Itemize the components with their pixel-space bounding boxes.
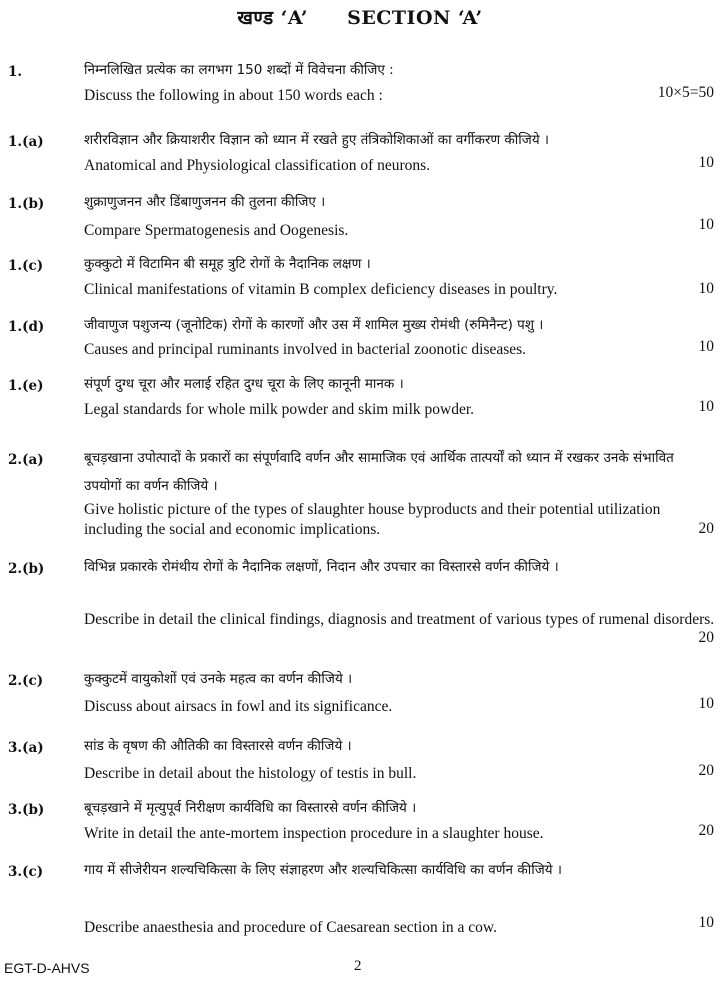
question-text-english: Write in detail the ante-mortem inspection procedure in a slaughter house. <box>84 825 544 842</box>
question-number: 1.(c) <box>8 258 44 274</box>
question-text-hindi: कुक्कुटमें वायुकोशों एवं उनके महत्व का वर्णन कीजिये । <box>84 671 353 687</box>
question-marks: 10 <box>698 154 714 171</box>
question-text-english: Clinical manifestations of vitamin B complex deficiency diseases in poultry. <box>84 281 558 298</box>
question-number: 2.(a) <box>8 452 44 468</box>
question-marks: 20 <box>698 822 714 839</box>
question-text-english: Describe anaesthesia and procedure of Caesarean section in a cow. <box>84 919 497 936</box>
question-number: 1.(a) <box>8 134 44 150</box>
paper-code: EGT-D-AHVS <box>4 960 90 976</box>
question-marks: 10 <box>698 216 714 233</box>
question-marks: 20 <box>698 629 714 646</box>
question-text-hindi: शुक्राणुजनन और डिंबाणुजनन की तुलना कीजिए । <box>84 194 326 210</box>
question-text-english: Anatomical and Physiological classification of neurons. <box>84 157 431 174</box>
question-number: 1.(e) <box>8 378 44 394</box>
question-marks: 10 <box>698 338 714 355</box>
question-text-hindi: बूचड़खाने में मृत्युपूर्व निरीक्षण कार्यविधि का विस्तारसे वर्णन कीजिये । <box>84 800 417 816</box>
question-number: 3.(b) <box>8 802 45 818</box>
question-text-english: Legal standards for whole milk powder and skim milk powder. <box>84 401 475 418</box>
question-marks: 20 <box>698 520 714 537</box>
question-marks: 10 <box>698 695 714 712</box>
question-text-english: Describe in detail about the histology of testis in bull. <box>84 765 417 782</box>
question-text-hindi: संपूर्ण दुग्ध चूरा और मलाई रहित दुग्ध चूरा के लिए कानूनी मानक । <box>84 376 404 392</box>
question-marks: 10×5=50 <box>657 84 714 101</box>
question-text-english: Compare Spermatogenesis and Oogenesis. <box>84 222 349 239</box>
section-heading <box>0 4 720 30</box>
question-text-hindi: जीवाणुज पशुजन्य (जूनोटिक) रोगों के कारणों और उस में शामिल मुख्य रोमंथी (रुमिनैन्ट) पशु । <box>84 317 544 333</box>
question-text-english: Give holistic picture of the types of slaughter house byproducts and their potential utilization including the social and economic implications. <box>84 501 661 538</box>
question-number: 3.(a) <box>8 740 44 756</box>
question-number: 2.(b) <box>8 561 45 577</box>
section-heading-english: SECTION ‘A’ <box>347 7 483 29</box>
page-number: 2 <box>354 958 362 974</box>
question-text-hindi: निम्नलिखित प्रत्येक का लगभग 150 शब्दों में विवेचना कीजिए : <box>84 62 394 78</box>
question-text-english: Describe in detail the clinical findings, diagnosis and treatment of various types of rumenal disorders. <box>84 611 715 628</box>
section-heading-hindi: खण्ड ‘A’ <box>237 7 308 29</box>
question-text-english: Causes and principal ruminants involved in bacterial zoonotic diseases. <box>84 341 527 358</box>
question-text-hindi: बूचड़खाना उपोत्पादों के प्रकारों का संपूर्णवादि वर्णन और सामाजिक एवं आर्थिक तात्पर्यों को ध्यान में रखकर उनके संभावित उपयोगों का वर्णन कीजिये । <box>84 450 674 494</box>
question-text-english: Discuss the following in about 150 words each : <box>84 87 383 104</box>
question-text-hindi: गाय में सीजेरीयन शल्यचिकित्सा के लिए संज्ञाहरण और शल्यचिकित्सा कार्यविधि का वर्णन कीजिये । <box>84 862 562 878</box>
question-number: 1.(d) <box>8 319 45 335</box>
question-text-hindi: सांड के वृषण की औतिकी का विस्तारसे वर्णन कीजिये । <box>84 738 352 754</box>
question-text-english: Discuss about airsacs in fowl and its significance. <box>84 698 393 715</box>
question-number: 1. <box>8 64 23 80</box>
question-number: 1.(b) <box>8 196 45 212</box>
question-text-hindi: शरीरविज्ञान और क्रियाशरीर विज्ञान को ध्यान में रखते हुए तंत्रिकोशिकाओं का वर्गीकरण कीजिये । <box>84 132 550 148</box>
question-text-hindi: कुक्कुटो में विटामिन बी समूह त्रुटि रोगों के नैदानिक लक्षण । <box>84 256 371 272</box>
question-marks: 10 <box>698 280 714 297</box>
question-marks: 20 <box>698 762 714 779</box>
question-number: 3.(c) <box>8 864 44 880</box>
question-marks: 10 <box>698 914 714 931</box>
question-marks: 10 <box>698 398 714 415</box>
question-number: 2.(c) <box>8 673 44 689</box>
question-text-hindi: विभिन्न प्रकारके रोमंथीय रोगों के नैदानिक लक्षणों, निदान और उपचार का विस्तारसे वर्णन कीजिये । <box>84 559 559 575</box>
